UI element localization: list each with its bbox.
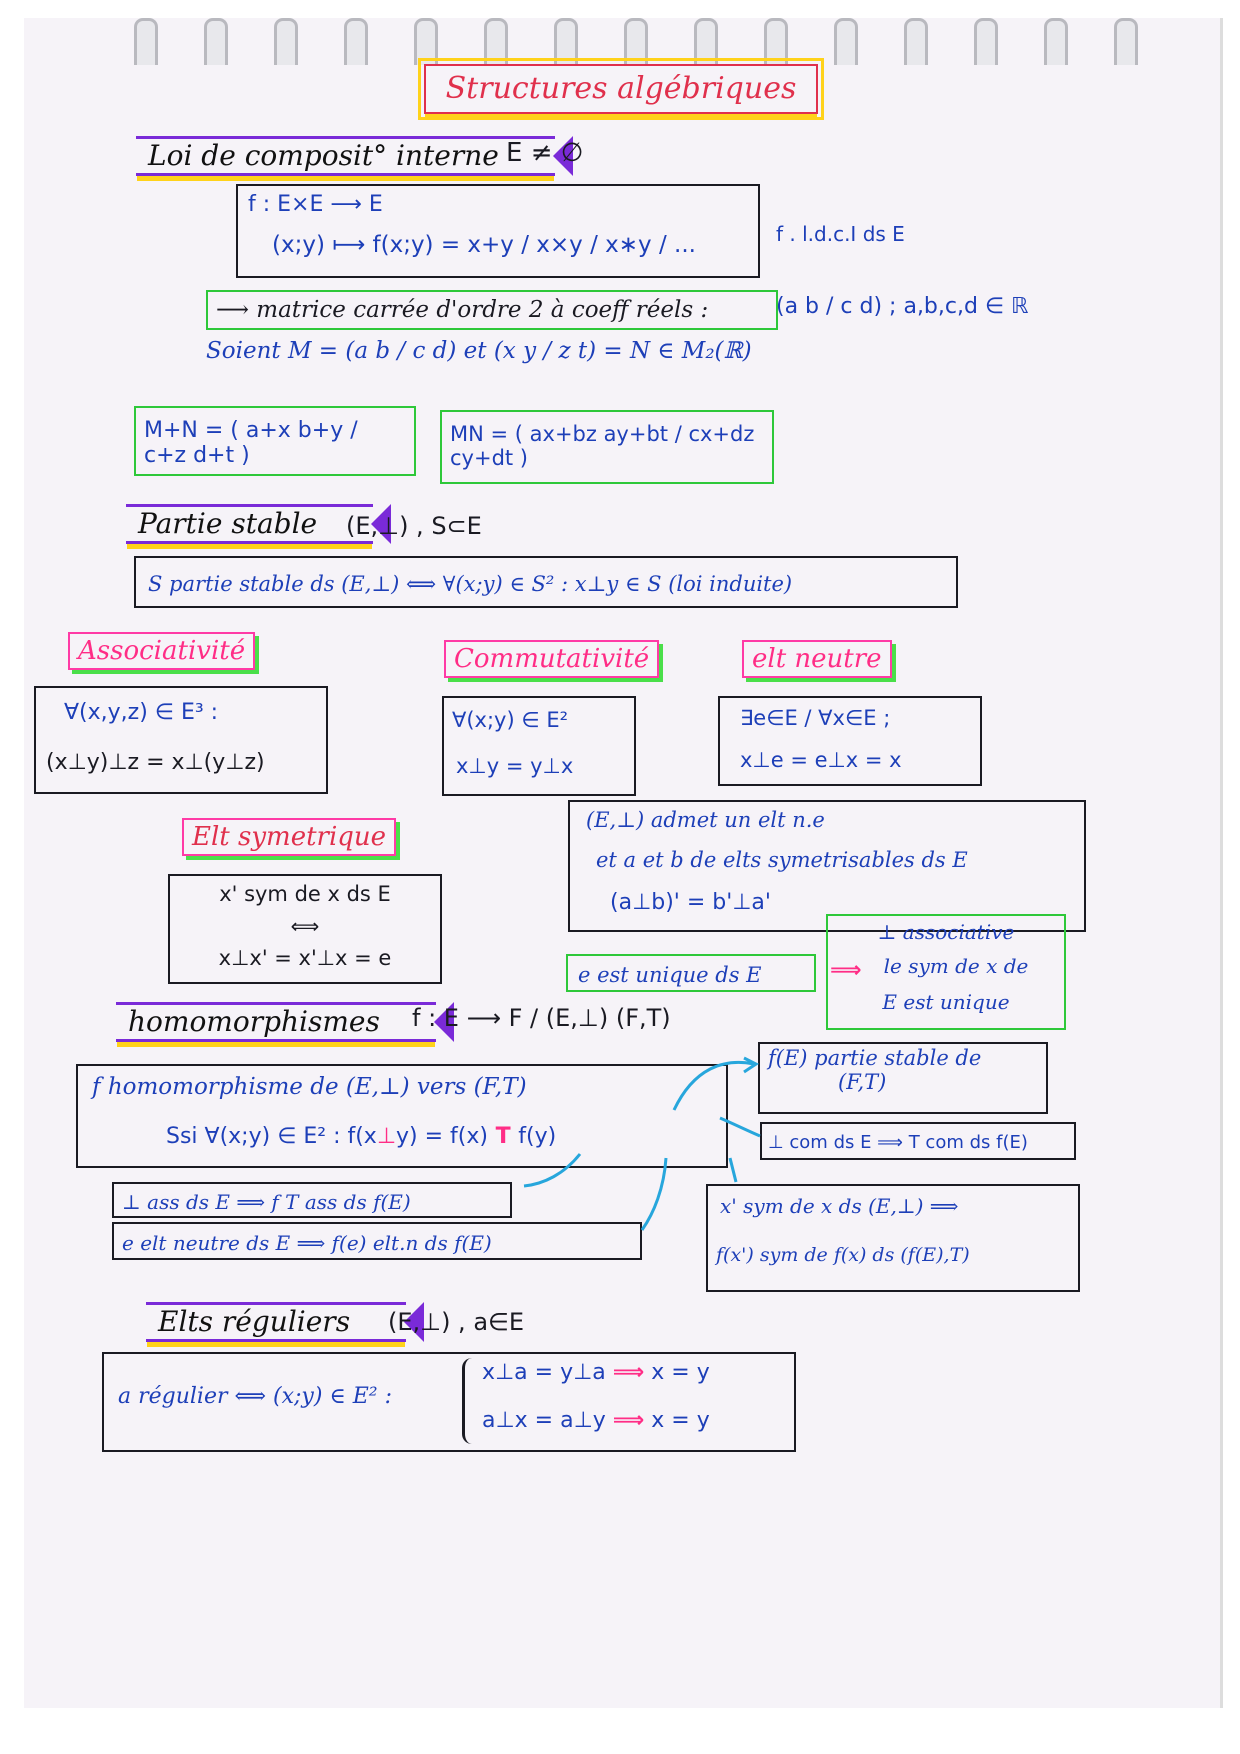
page-title: Structures algébriques xyxy=(424,64,818,114)
reg-line1-a: x⊥a = y⊥a xyxy=(482,1360,613,1385)
reg-definition-box xyxy=(102,1352,796,1452)
lci-def-line1: f : E×E ⟶ E xyxy=(248,192,383,217)
homo-def-part-e: f(y) xyxy=(518,1124,557,1149)
homo-def-part-a: Ssi ∀(x;y) ∈ E² : f(x xyxy=(166,1124,377,1149)
matrix-intro: ⟶ matrice carrée d'ordre 2 à coeff réels : xyxy=(206,290,778,330)
sym-note-line2: et a et b de elts symetrisables ds E xyxy=(596,848,968,872)
sym-tag: Elt symetrique xyxy=(182,818,396,856)
comm-line2: x⊥y = y⊥x xyxy=(456,754,574,778)
sym-line3: x⊥x' = x'⊥x = e xyxy=(218,946,392,970)
sym-note-line3: (a⊥b)' = b'⊥a' xyxy=(610,890,771,915)
homo-def-line1: f homomorphisme de (E,⊥) vers (F,T) xyxy=(92,1074,527,1100)
homo-context: f : E ⟶ F / (E,⊥) (F,T) xyxy=(412,1004,671,1032)
arrow-to-ass xyxy=(524,1154,580,1186)
matrix-soient: Soient M = (a b / c d) et (x y / z t) = N ∈ M₂(ℝ) xyxy=(206,338,752,364)
homo-sym-line1: x' sym de x ds (E,⊥) ⟹ xyxy=(720,1194,959,1218)
reg-brace xyxy=(462,1358,475,1444)
neutre-tag: elt neutre xyxy=(742,640,892,678)
stable-definition: S partie stable ds (E,⊥) ⟺ ∀(x;y) ∈ S² : x⊥y ∈ S (loi induite) xyxy=(134,556,958,608)
section-tag-homo: homomorphismes xyxy=(116,1002,436,1042)
arrow-to-neutre xyxy=(642,1158,666,1230)
matrix-product-box: MN = ( ax+bz ay+bt / cx+dz cy+dt ) xyxy=(440,410,774,484)
matrix-sum-box: M+N = ( a+x b+y / c+z d+t ) xyxy=(134,406,416,476)
homo-stable-line2: (F,T) xyxy=(838,1070,887,1094)
section-tag-lci: Loi de composit° interne xyxy=(136,136,555,176)
section-tag-stable: Partie stable xyxy=(126,504,373,544)
homo-arrows xyxy=(24,18,1220,1318)
unique-line2: le sym de x de xyxy=(883,954,1029,978)
notebook-page xyxy=(24,18,1223,1708)
homo-def-T: T xyxy=(487,1124,519,1149)
lci-side-note: f . l.d.c.I ds E xyxy=(776,222,905,246)
homo-neutre-box: e elt neutre ds E ⟹ f(e) elt.n ds f(E) xyxy=(112,1222,642,1260)
assoc-tag: Associativité xyxy=(68,632,255,670)
sym-line2: ⟺ xyxy=(290,914,320,938)
unique-line1: ⊥ associative xyxy=(877,920,1015,944)
homo-stable-line1: f(E) partie stable de xyxy=(768,1046,982,1070)
homo-ass-box: ⊥ ass ds E ⟹ f T ass ds f(E) xyxy=(112,1182,512,1218)
reg-line1-c: x = y xyxy=(644,1360,710,1385)
assoc-line1: ∀(x,y,z) ∈ E³ : xyxy=(64,700,219,725)
reg-line2-c: x = y xyxy=(644,1408,710,1433)
reg-line2 xyxy=(482,1408,710,1433)
arrow-to-sym xyxy=(730,1158,736,1182)
reg-line1 xyxy=(482,1360,710,1385)
matrix-general: (a b / c d) ; a,b,c,d ∈ ℝ xyxy=(776,294,1029,319)
unique-line3: E est unique xyxy=(882,990,1010,1014)
comm-tag: Commutativité xyxy=(444,640,659,678)
homo-com-box: ⊥ com ds E ⟹ T com ds f(E) xyxy=(760,1122,1076,1160)
arrow-to-com xyxy=(720,1118,760,1136)
stable-context: (E,⊥) , S⊂E xyxy=(346,512,482,540)
arrow-to-stable xyxy=(674,1062,754,1110)
lci-def-line2: (x;y) ⟼ f(x;y) = x+y / x×y / x∗y / ... xyxy=(272,232,696,258)
reg-context: (E,⊥) , a∈E xyxy=(388,1308,525,1336)
neutre-line2: x⊥e = e⊥x = x xyxy=(740,748,902,772)
arrow-head-stable xyxy=(744,1058,756,1072)
reg-lhs: a régulier ⟺ (x;y) ∈ E² : xyxy=(118,1384,393,1409)
unique-arrow: ⟹ xyxy=(830,958,862,983)
neutre-line1: ∃e∈E / ∀x∈E ; xyxy=(740,706,891,730)
homo-sym-line2: f(x') sym de f(x) ds (f(E),T) xyxy=(716,1244,970,1266)
homo-def-part-c: y) = f(x) xyxy=(396,1124,488,1149)
comm-line1: ∀(x;y) ∈ E² xyxy=(452,708,569,732)
unique-e-box: e est unique ds E xyxy=(566,954,816,992)
homo-def-perp: ⊥ xyxy=(376,1124,396,1149)
reg-line2-a: a⊥x = a⊥y xyxy=(482,1408,613,1433)
section-tag-reg: Elts réguliers xyxy=(146,1302,406,1342)
reg-line2-arrow: ⟹ xyxy=(612,1408,645,1433)
reg-line1-arrow: ⟹ xyxy=(612,1360,645,1385)
sym-line1: x' sym de x ds E xyxy=(219,882,391,906)
sym-note-line1: (E,⊥) admet un elt n.e xyxy=(586,808,825,832)
assoc-line2: (x⊥y)⊥z = x⊥(y⊥z) xyxy=(46,750,265,775)
lci-condition: E ≠ ∅ xyxy=(506,138,584,168)
